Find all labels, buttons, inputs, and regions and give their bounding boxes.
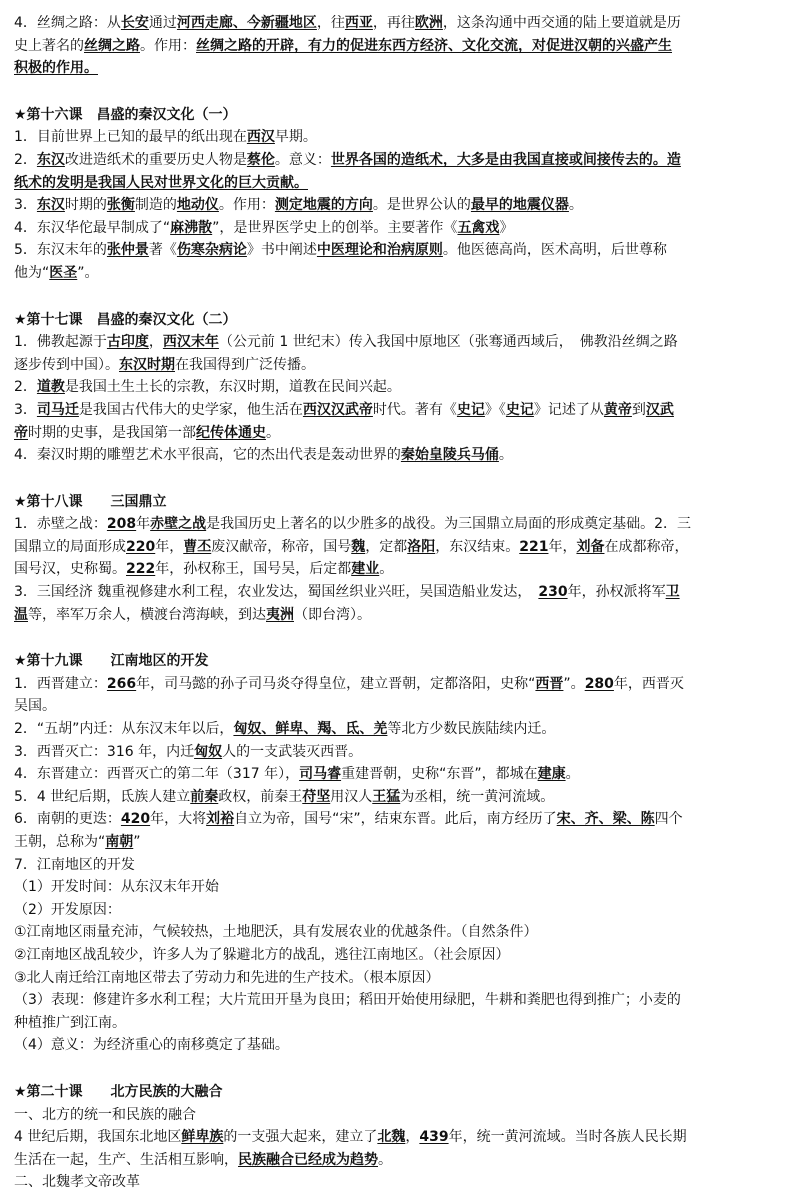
text-run: 人的一支武装灭西晋。 xyxy=(222,743,363,760)
text-line xyxy=(14,35,780,58)
text-run: （即台湾）。 xyxy=(294,606,371,623)
section-gap xyxy=(14,626,780,650)
text-run: （3）表现：修建许多水利工程；大片荒田开垦为良田；稻田开始使用绿肥，牛耕和粪肥也得到推广；小麦的 xyxy=(14,992,681,1009)
text-run: 年 xyxy=(136,516,151,533)
text-line xyxy=(14,695,780,718)
key-term: 西亚 xyxy=(344,15,373,31)
text-run: 年， xyxy=(155,538,184,555)
key-term: 民族融合已经成为趋势 xyxy=(238,1151,378,1168)
text-run: 4．丝绸之路：从 xyxy=(14,15,121,31)
key-term: 司马睿 xyxy=(299,766,342,783)
text-line xyxy=(14,149,780,172)
text-line xyxy=(14,944,780,967)
text-run: 史上著名的 xyxy=(14,37,84,54)
text-run: 四个 xyxy=(654,811,683,828)
key-term: 东汉 xyxy=(36,197,65,214)
text-line xyxy=(14,536,780,559)
text-run: 年，西晋灭 xyxy=(613,675,684,692)
text-run: （1）开发时间：从东汉末年开始 xyxy=(14,879,219,896)
text-run: 3． xyxy=(14,401,37,418)
key-term: 222 xyxy=(126,561,156,578)
text-run: 政权，前秦王 xyxy=(218,788,303,805)
text-run: 。 xyxy=(568,197,583,214)
text-line xyxy=(14,422,780,445)
text-run: 。 xyxy=(266,424,280,441)
text-run: 生活在一起，生产、生活相互影响， xyxy=(14,1151,238,1168)
text-run: 的一支强大起来，建立了 xyxy=(223,1129,378,1146)
key-term: 张仲景 xyxy=(106,242,149,259)
text-line xyxy=(14,673,780,696)
text-run: ”，是世界医学史上的创举。主要著作《 xyxy=(212,219,458,236)
text-line xyxy=(14,399,780,422)
text-run: 2． xyxy=(14,379,37,396)
key-term: 西汉 xyxy=(246,129,275,146)
key-term: 卫 xyxy=(665,584,680,601)
section-heading xyxy=(14,491,780,514)
key-term: 五禽戏 xyxy=(457,219,500,236)
text-line xyxy=(14,513,780,536)
key-term: 温 xyxy=(14,606,28,623)
key-term: 世界各国的造纸术，大多是由我国直接或间接传去的。造 xyxy=(330,151,681,168)
text-run: 4 世纪后期，我国东北地区 xyxy=(14,1129,182,1146)
text-line xyxy=(14,967,780,990)
text-run: 早期。 xyxy=(274,129,317,146)
key-term: 匈奴、鲜卑、羯、氐、羌 xyxy=(233,721,388,738)
key-term: 古印度 xyxy=(106,334,149,351)
text-run: 。作用： xyxy=(140,37,196,54)
text-line xyxy=(14,194,780,217)
key-term: 魏 xyxy=(351,538,366,555)
text-run: 年，孙权称王，国号吴，后定都 xyxy=(155,561,352,578)
key-term: 王猛 xyxy=(372,788,401,805)
text-line xyxy=(14,1034,780,1057)
text-run: 年，司马懿的孙子司马炎夺得皇位，建立晋朝，定都洛阳，史称“ xyxy=(136,675,536,692)
text-line xyxy=(14,604,780,627)
key-term: 测定地震的方向 xyxy=(274,197,373,214)
key-term: 纪传体通史 xyxy=(196,424,266,441)
text-run: 。 xyxy=(565,766,580,783)
text-run: ” xyxy=(133,834,141,850)
key-term: 医圣 xyxy=(49,264,78,281)
text-run: 3．西晋灭亡：316 年，内迁 xyxy=(14,743,195,760)
text-run: ，定都 xyxy=(365,538,408,555)
text-run: ”。 xyxy=(563,675,585,692)
text-run: 是我国历史上著名的以少胜多的战役。为三国鼎立局面的形成奠定基础。2．三 xyxy=(206,516,692,533)
text-run: 2． xyxy=(14,151,37,168)
text-line xyxy=(14,126,780,149)
key-term: 苻坚 xyxy=(302,788,331,805)
text-run: 1．西晋建立： xyxy=(14,675,107,692)
section-gap xyxy=(14,80,780,104)
text-run: 。是世界公认的 xyxy=(372,197,471,214)
text-line xyxy=(14,12,780,35)
key-term: 建业 xyxy=(351,561,380,578)
text-run: 年，大将 xyxy=(150,811,207,828)
key-term: 280 xyxy=(584,675,614,692)
key-term: 地动仪 xyxy=(176,197,219,214)
text-line xyxy=(14,558,780,581)
text-run: ★第二十课 北方民族的大融合 xyxy=(14,1083,223,1100)
text-line xyxy=(14,808,780,831)
key-term: 长安 xyxy=(120,15,149,31)
text-run: 重建晋朝，史称“东晋”，都城在 xyxy=(341,766,538,783)
key-term: 鲜卑族 xyxy=(181,1129,224,1146)
text-run: 等，率军万余人，横渡台湾海峡，到达 xyxy=(28,606,266,623)
text-run: 是我国土生土长的宗教，东汉时期，道教在民间兴起。 xyxy=(64,379,401,396)
key-term: 221 xyxy=(519,538,549,555)
text-run: 用汉人 xyxy=(330,788,373,805)
key-term: 刘备 xyxy=(576,538,605,555)
text-run: 年， xyxy=(548,538,577,555)
text-run: 通过 xyxy=(148,15,177,31)
text-line xyxy=(14,741,780,764)
text-run: ③北人南迁给江南地区带去了劳动力和先进的生产技术。（根本原因） xyxy=(14,969,440,986)
text-run: 自立为帝，国号“宋”，结束东晋。此后，南方经历了 xyxy=(234,811,557,828)
text-line xyxy=(14,786,780,809)
key-term: 秦始皇陵兵马俑 xyxy=(400,447,499,464)
text-run: （2）开发原因： xyxy=(14,901,121,918)
key-term: 刘裕 xyxy=(206,811,235,828)
text-line xyxy=(14,172,780,195)
text-run: 制造的 xyxy=(134,197,177,214)
text-line xyxy=(14,899,780,922)
key-term: 前秦 xyxy=(190,788,219,805)
text-run: 7．江南地区的开发 xyxy=(14,856,135,873)
text-run: 一、北方的统一和民族的融合 xyxy=(14,1106,196,1123)
text-line xyxy=(14,1171,780,1194)
text-run: 著《 xyxy=(148,242,177,259)
text-run: 国号汉，史称蜀。 xyxy=(14,561,126,578)
key-term: 帝 xyxy=(14,424,28,441)
key-term: 积极的作用。 xyxy=(14,60,98,77)
key-term: 北魏 xyxy=(377,1129,406,1146)
text-run: ①江南地区雨量充沛，气候较热，土地肥沃，具有发展农业的优越条件。（自然条件） xyxy=(14,924,538,941)
text-run: 》《 xyxy=(484,401,506,418)
section-gap xyxy=(14,467,780,491)
key-term: 司马迁 xyxy=(36,401,79,418)
key-term: 纸术的发明是我国人民对世界文化的巨大贡献。 xyxy=(14,174,308,191)
text-run: 时期的 xyxy=(64,197,107,214)
text-line xyxy=(14,262,780,285)
document-page xyxy=(14,12,780,1194)
text-run: 。 xyxy=(378,1151,392,1168)
key-term: 道教 xyxy=(36,379,65,396)
text-run: 。 xyxy=(379,561,394,578)
text-run: 1．目前世界上已知的最早的纸出现在 xyxy=(14,129,247,146)
text-run: 等北方少数民族陆续内迁。 xyxy=(387,721,556,738)
key-term: 蔡伦 xyxy=(246,151,275,168)
text-line xyxy=(14,718,780,741)
text-run: 1．佛教起源于 xyxy=(14,334,107,351)
text-line xyxy=(14,217,780,240)
text-run: 2．“五胡”内迁：从东汉末年以后， xyxy=(14,721,234,738)
text-run: （4）意义：为经济重心的南移奠定了基础。 xyxy=(14,1037,289,1054)
text-run: ★第十六课 昌盛的秦汉文化（一） xyxy=(14,106,237,123)
text-line xyxy=(14,854,780,877)
text-run: 在我国得到广泛传播。 xyxy=(175,356,315,373)
text-run: 种植推广到江南。 xyxy=(14,1014,126,1031)
key-term: 史记 xyxy=(505,401,534,418)
text-run: 到 xyxy=(631,401,646,418)
text-run: 》记述了从 xyxy=(533,401,604,418)
text-run: 》书中阐述 xyxy=(246,242,317,259)
key-term: 曹丕 xyxy=(183,538,212,555)
key-term: 266 xyxy=(106,675,137,692)
text-line xyxy=(14,876,780,899)
text-line xyxy=(14,239,780,262)
section-heading xyxy=(14,104,780,127)
key-term: 黄帝 xyxy=(603,401,632,418)
text-run: 1．赤壁之战： xyxy=(14,516,107,533)
text-run: 时代。著有《 xyxy=(372,401,457,418)
text-line xyxy=(14,989,780,1012)
text-line xyxy=(14,444,780,467)
key-term: 伤寒杂病论 xyxy=(176,242,247,259)
text-run: ”。 xyxy=(77,264,99,281)
text-run: 吴国。 xyxy=(14,698,56,715)
text-run: 在成都称帝， xyxy=(604,538,689,555)
key-term: 丝绸之路的开辟，有力的促进东西方经济、文化交流，对促进汉朝的兴盛产生 xyxy=(196,37,672,54)
section-heading xyxy=(14,650,780,673)
text-run: ，这条沟通中西交通的陆上要道就是历 xyxy=(442,15,681,31)
key-term: 宋、齐、梁、陈 xyxy=(556,811,655,828)
key-term: 420 xyxy=(120,811,151,828)
section-gap xyxy=(14,285,780,309)
text-line xyxy=(14,581,780,604)
text-run: 4．秦汉时期的雕塑艺术水平很高，它的杰出代表是轰动世界的 xyxy=(14,447,401,464)
text-run: 。意义： xyxy=(274,151,331,168)
text-line xyxy=(14,763,780,786)
text-run: 。作用： xyxy=(218,197,275,214)
key-term: 汉武 xyxy=(645,401,674,418)
text-line xyxy=(14,376,780,399)
text-run: ★第十七课 昌盛的秦汉文化（二） xyxy=(14,311,237,328)
text-run: ，东汉结束。 xyxy=(435,538,520,555)
section-heading xyxy=(14,309,780,332)
key-term: 洛阳 xyxy=(407,538,436,555)
text-run: 废汉献帝，称帝，国号 xyxy=(211,538,352,555)
text-line xyxy=(14,1012,780,1035)
text-run: 逐步传到中国）。 xyxy=(14,356,119,373)
key-term: 张衡 xyxy=(106,197,135,214)
text-run: 3．三国经济 魏重视修建水利工程，农业发达，蜀国丝织业兴旺，吴国造船业发达， xyxy=(14,584,539,601)
text-run: 3． xyxy=(14,197,37,214)
text-line xyxy=(14,1126,780,1149)
key-term: 中医理论和治病原则 xyxy=(316,242,443,259)
text-run: 改进造纸术的重要历史人物是 xyxy=(64,151,247,168)
text-run: ②江南地区战乱较少，许多人为了躲避北方的战乱，逃往江南地区。（社会原因） xyxy=(14,946,510,963)
text-run: 5．东汉末年的 xyxy=(14,242,107,259)
key-term: 南朝 xyxy=(105,834,134,850)
text-run: 。 xyxy=(498,447,513,464)
text-line xyxy=(14,57,780,80)
text-run: ， xyxy=(148,334,163,351)
key-term: 麻沸散 xyxy=(170,219,213,236)
text-run: 4．东汉华佗最早制成了“ xyxy=(14,219,171,236)
key-term: 439 xyxy=(419,1129,449,1146)
text-run: 是我国古代伟大的史学家，他生活在 xyxy=(78,401,303,418)
key-term: 夷洲 xyxy=(266,606,294,623)
text-run: 二、北魏孝文帝改革 xyxy=(14,1174,140,1191)
key-term: 河西走廊、今新疆地区 xyxy=(176,15,317,31)
text-run: （公元前 1 世纪末）传入我国中原地区（张骞通西域后， 佛教沿丝绸之路 xyxy=(218,334,678,351)
text-line xyxy=(14,921,780,944)
key-term: 220 xyxy=(126,538,156,555)
text-run: 国鼎立的局面形成 xyxy=(14,538,126,555)
text-run: ， xyxy=(405,1129,420,1146)
text-run: ★第十八课 三国鼎立 xyxy=(14,493,167,510)
section-gap xyxy=(14,1057,780,1081)
key-term: 西汉汉武帝 xyxy=(302,401,373,418)
key-term: 赤壁之战 xyxy=(150,516,207,533)
text-run: 时期的史事，是我国第一部 xyxy=(28,424,196,441)
text-run: ★第十九课 江南地区的开发 xyxy=(14,653,209,670)
key-term: 230 xyxy=(538,584,568,601)
text-run: 为丞相，统一黄河流域。 xyxy=(400,788,555,805)
text-run: 6．南朝的更迭： xyxy=(14,811,121,828)
text-run: 年，孙权派将军 xyxy=(567,584,666,601)
text-run: 他为“ xyxy=(14,264,50,281)
key-term: 最早的地震仪器 xyxy=(470,197,569,214)
key-term: 建康 xyxy=(537,766,566,783)
text-run: ，再往 xyxy=(372,15,415,31)
text-run: ，往 xyxy=(316,15,345,31)
key-term: 欧洲 xyxy=(414,15,443,31)
key-term: 东汉 xyxy=(36,151,65,168)
text-line xyxy=(14,1149,780,1172)
key-term: 208 xyxy=(106,516,137,533)
key-term: 西汉末年 xyxy=(162,334,219,351)
text-line xyxy=(14,831,780,854)
text-line xyxy=(14,331,780,354)
text-run: 5．4 世纪后期，氐族人建立 xyxy=(14,788,191,805)
text-run: 。他医德高尚，医术高明，后世尊称 xyxy=(442,242,667,259)
key-term: 匈奴 xyxy=(194,743,223,760)
key-term: 丝绸之路 xyxy=(84,37,140,54)
key-term: 史记 xyxy=(456,401,485,418)
text-run: 年，统一黄河流域。当时各族人民长期 xyxy=(448,1129,687,1146)
text-run: 王朝，总称为“ xyxy=(14,834,106,850)
text-run: 4．东晋建立：西晋灭亡的第二年（317 年）， xyxy=(14,766,300,783)
key-term: 西晋 xyxy=(535,675,564,692)
key-term: 东汉时期 xyxy=(119,356,175,373)
text-line xyxy=(14,354,780,377)
section-heading xyxy=(14,1081,780,1104)
text-run: 》 xyxy=(499,219,514,236)
